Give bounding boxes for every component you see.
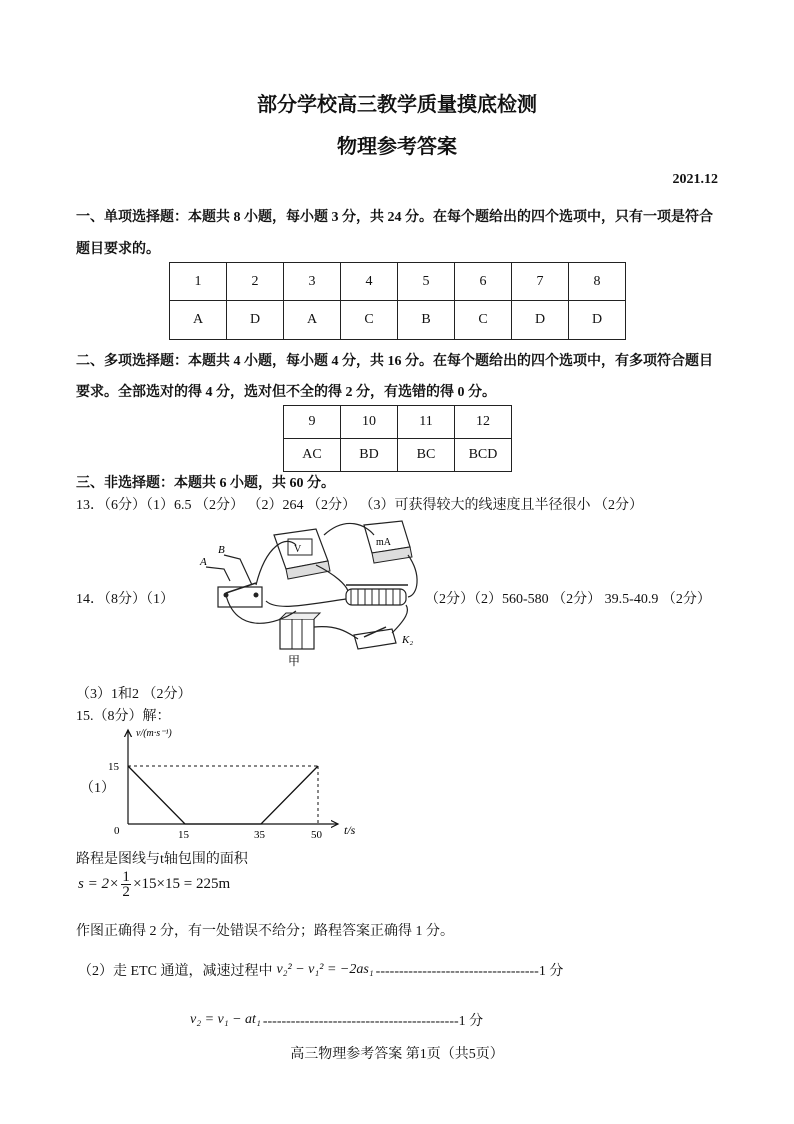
q-answer: B [398, 301, 455, 340]
section1-number-row [170, 263, 626, 301]
q-number: 3 [284, 263, 341, 301]
q15-part2-line1 [78, 960, 563, 980]
voltmeter [274, 529, 330, 579]
part2-prefix: （2）走 ETC 通道，减速过程中 [78, 964, 273, 979]
section1-heading-line1: 一、单项选择题：本题共 8 小题，每小题 3 分，共 24 分。在每个题给出的四个选项中，只有一项是符合 [76, 210, 713, 225]
q-number: 11 [398, 406, 455, 439]
q-answer: D [227, 301, 284, 340]
battery [280, 613, 320, 668]
q-number: 8 [569, 263, 626, 301]
q-number: 1 [170, 263, 227, 301]
q-answer: C [341, 301, 398, 340]
section2-answer-table [283, 405, 512, 472]
voltmeter-label: V [294, 544, 302, 555]
q13-answer: 13．（6分）（1）6.5 （2分） （2）264 （2分） （3）可获得较大的线速度且半径很小 （2分） [76, 498, 643, 513]
q-answer: BC [398, 439, 455, 472]
q-answer: C [455, 301, 512, 340]
fraction-denominator: 2 [122, 884, 130, 900]
q-answer: AC [284, 439, 341, 472]
section2-heading-line1: 二、多项选择题：本题共 4 小题，每小题 4 分，共 16 分。在每个题给出的四个选项中，有多项符合题目 [76, 354, 713, 369]
x-axis-label: t/s [344, 823, 356, 837]
q15-part2-line2 [190, 1010, 483, 1030]
page-subtitle: 物理参考答案 [337, 136, 457, 158]
q-answer: D [512, 301, 569, 340]
q-number: 12 [455, 406, 512, 439]
circuit-diagram [196, 515, 426, 675]
q15-grading: 作图正确得 2 分，有一处错误不给分；路程答案正确得 1 分。 [76, 924, 454, 939]
formula-left: s = 2× [78, 876, 120, 892]
origin-label: 0 [114, 825, 120, 837]
part2-score2: ------------------------------------------1 分 [262, 1014, 484, 1029]
q14-prefix: 14．（8分）（1） [76, 592, 174, 607]
section2-answer-row [284, 439, 512, 472]
y-tick-label: 15 [108, 761, 119, 773]
page-title: 部分学校高三教学质量摸底检测 [257, 94, 537, 116]
x-tick-label: 50 [311, 829, 322, 841]
page-footer: 高三物理参考答案 第1页（共5页） [290, 1047, 504, 1062]
battery-label: 甲 [288, 654, 301, 668]
section2-number-row [284, 406, 512, 439]
q-answer: BCD [455, 439, 512, 472]
section1-answer-row [170, 301, 626, 340]
q-number: 9 [284, 406, 341, 439]
section1-answer-table [169, 262, 626, 340]
q-number: 6 [455, 263, 512, 301]
q-answer: D [569, 301, 626, 340]
milliammeter [364, 521, 412, 563]
q-number: 10 [341, 406, 398, 439]
formula-right: ×15×15 = 225m [133, 876, 231, 892]
section1-heading-line2: 题目要求的。 [76, 242, 160, 257]
q15-part1-label: （1） [80, 781, 115, 796]
part2-eq1: v₂² − v₁² = −2as₁ [276, 962, 374, 977]
milliammeter-label: mA [376, 537, 391, 548]
part2-eq2: v₂ = v₁ − at₁ [190, 1012, 261, 1027]
q-number: 7 [512, 263, 569, 301]
q-number: 5 [398, 263, 455, 301]
label-a: A [200, 556, 207, 568]
date-label: 2021.12 [672, 172, 718, 187]
q-number: 4 [341, 263, 398, 301]
q14-suffix: （2分）（2）560-580 （2分） 39.5-40.9 （2分） [425, 592, 711, 607]
k2-label: K₂ [402, 634, 414, 646]
q-answer: A [170, 301, 227, 340]
q15-path-text: 路程是图线与t轴包围的面积 [76, 852, 248, 867]
rheostat [346, 585, 408, 605]
formula-fraction [121, 870, 131, 899]
series-line [128, 766, 318, 824]
label-b: B [218, 544, 225, 556]
fraction-numerator: 1 [122, 869, 130, 885]
x-tick-label: 35 [254, 829, 265, 841]
part2-score1: -----------------------------------1 分 [375, 964, 564, 979]
q14-part3: （3）1和2 （2分） [76, 687, 192, 702]
x-tick-label: 15 [178, 829, 189, 841]
section3-heading: 三、非选择题：本题共 6 小题，共 60 分。 [76, 476, 335, 491]
q15-formula [78, 870, 230, 899]
q-answer: BD [341, 439, 398, 472]
q-number: 2 [227, 263, 284, 301]
switch-k2 [354, 627, 413, 649]
y-axis-label: v/(m·s⁻¹) [136, 728, 172, 739]
section2-heading-line2: 要求。全部选对的得 4 分，选对但不全的得 2 分，有选错的得 0 分。 [76, 385, 496, 400]
q-answer: A [284, 301, 341, 340]
vt-chart [104, 722, 374, 850]
q15-heading: 15.（8分）解： [76, 709, 171, 724]
